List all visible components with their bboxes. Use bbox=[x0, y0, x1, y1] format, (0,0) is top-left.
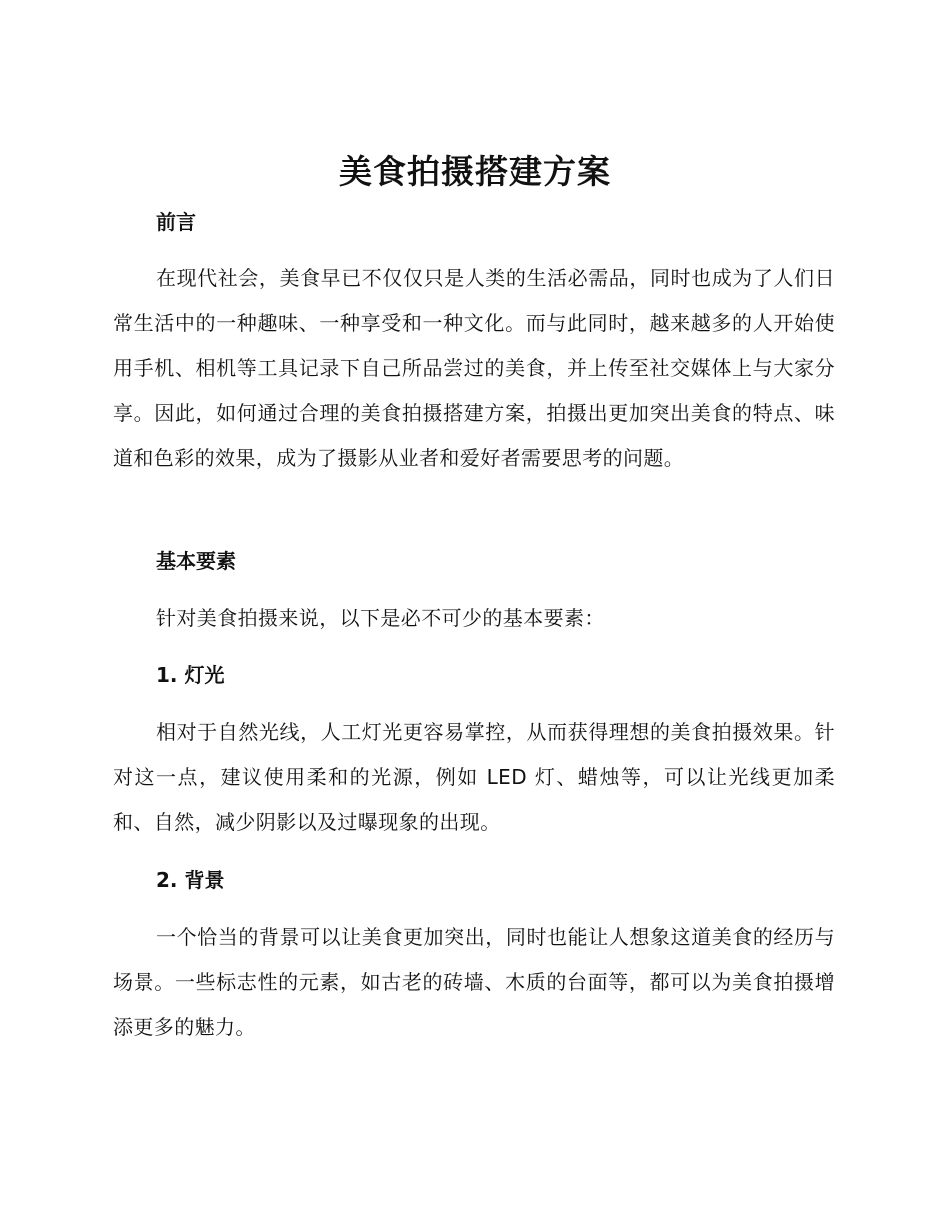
paragraph-background: 一个恰当的背景可以让美食更加突出，同时也能让人想象这道美食的经历与场景。一些标志性的元素，如古老的砖墙、木质的台面等，都可以为美食拍摄增添更多的魅力。 bbox=[113, 925, 835, 1039]
paragraph-preface: 在现代社会，美食早已不仅仅只是人类的生活必需品，同时也成为了人们日常生活中的一种趣味、一种享受和一种文化。而与此同时，越来越多的人开始使用手机、相机等工具记录下自己所品尝过的美食，并上传至社交媒体上与大家分享。因此，如何通过合理的美食拍摄搭建方案，拍摄出更加突出美食的特点、味道和色彩的效果，成为了摄影从业者和爱好者需要思考的问题。 bbox=[113, 266, 835, 470]
paragraph-lighting: 相对于自然光线，人工灯光更容易掌控，从而获得理想的美食拍摄效果。针对这一点，建议使用柔和的光源，例如 LED 灯、蜡烛等，可以让光线更加柔和、自然，减少阴影以及过曝现象的出现。 bbox=[113, 720, 835, 834]
document-title: 美食拍摄搭建方案 bbox=[339, 152, 611, 191]
section-heading-background: 2. 背景 bbox=[156, 868, 225, 892]
section-heading-basics: 基本要素 bbox=[156, 549, 236, 573]
section-heading-preface: 前言 bbox=[156, 210, 196, 234]
paragraph-basics-intro: 针对美食拍摄来说，以下是必不可少的基本要素： bbox=[156, 606, 605, 630]
section-heading-lighting: 1. 灯光 bbox=[156, 663, 225, 687]
